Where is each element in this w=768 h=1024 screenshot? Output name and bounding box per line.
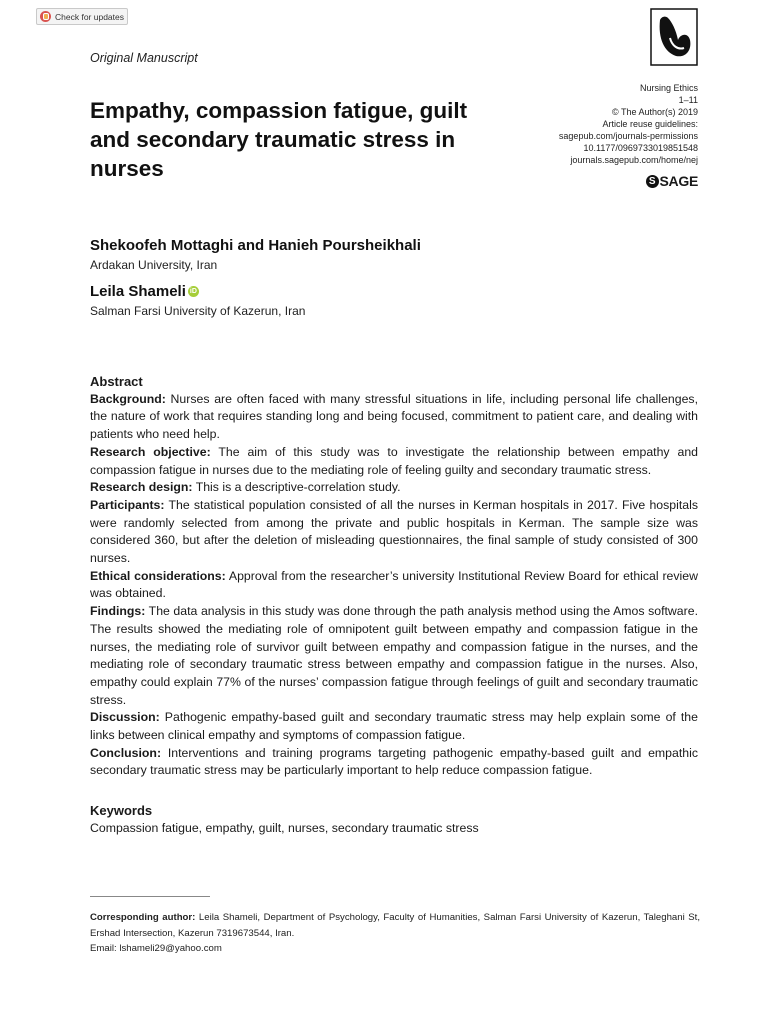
section-label: Findings: [90,604,146,619]
abstract-objective [90,444,698,479]
journal-home-link[interactable]: journals.sagepub.com/home/nej [570,155,698,165]
check-for-updates-label: Check for updates [55,11,124,22]
abstract-ethics [90,568,698,603]
journal-logo-icon [650,8,698,66]
author-name-corresponding [90,283,199,300]
affiliation-primary: Ardakan University, Iran [90,258,218,272]
doi-link[interactable]: 10.1177/0969733019851548 [583,143,698,153]
section-label: Ethical considerations: [90,568,226,583]
abstract-findings [90,603,698,709]
affiliation-secondary: Salman Farsi University of Kazerun, Iran [90,304,306,318]
author-name: Leila Shameli [90,283,186,300]
update-icon [40,11,51,22]
abstract-discussion [90,709,698,744]
section-label: Research design: [90,480,193,495]
publisher-name: SAGE [659,173,698,189]
abstract-participants [90,497,698,568]
section-text: Interventions and training programs targeting pathogenic empathy-based guilt and empathic secondary traumatic stress may be particularly important to help reduce compassion fatigue. [90,745,698,778]
journal-meta [559,82,698,166]
footnote-email[interactable]: Email: lshameli29@yahoo.com [90,943,222,954]
reuse-guidelines: Article reuse guidelines: [602,119,698,129]
section-label: Participants: [90,497,165,512]
journal-name: Nursing Ethics [639,83,698,93]
sage-logo [646,173,698,189]
keywords-heading: Keywords [90,803,153,818]
copyright: © The Author(s) 2019 [611,107,698,117]
section-text: The data analysis in this study was done through the path analysis method using the Amos software. The results showed the mediating role of omnipotent guilt between empathy and compassion fatigue in the nurses, the mediating role of survivor guilt between empathy and compassion fatigue in the nurses, and the mediating role of secondary traumatic stress between empathy and compassion fatigue in the nurses. Also, empathy could explain 77% of the nurses’ compassion fatigue through feelings of guilt and secondary traumatic stress. [90,604,698,707]
orcid-icon[interactable]: iD [189,288,197,295]
footnote-divider [90,896,210,897]
permissions-link[interactable]: sagepub.com/journals-permissions [558,131,698,141]
abstract-design [90,479,698,497]
footnote-label: Corresponding author: [90,912,196,923]
article-title: Empathy, compassion fatigue, guilt and secondary traumatic stress in nurses [90,98,468,181]
abstract-background [90,391,698,444]
section-text: Approval from the researcher’s university Institutional Review Board for ethical review was obtained. [90,568,698,601]
section-label: Background: [90,391,166,406]
author-names-primary: Shekoofeh Mottaghi and Hanieh Poursheikhali [90,237,421,254]
sage-mark-icon: S [646,175,659,188]
section-text: The aim of this study was to investigate the relationship between empathy and compassion fatigue in nurses due to the mediating role of feeling guilty and secondary traumatic stress. [90,444,699,477]
footnote-address [90,910,700,941]
abstract-conclusion [90,745,698,780]
abstract [90,373,698,780]
section-text: Pathogenic empathy-based guilt and secondary traumatic stress may help explain some of the links between clinical empathy and symptoms of compassion fatigue. [90,710,698,743]
section-text: This is a descriptive-correlation study. [192,480,401,495]
section-label: Conclusion: [90,745,162,760]
keywords-list: Compassion fatigue, empathy, guilt, nurses, secondary traumatic stress [90,821,479,835]
abstract-heading: Abstract [90,374,143,389]
corresponding-author-footnote [90,910,700,957]
section-text: The statistical population consisted of all the nurses in Kerman hospitals in 2017. Five hospitals were randomly selected from among the private and public hospitals in Kerman. The sample size was considered 360, but after the deletion of misleading questionnaires, the final sample of study consisted of 300 nurses. [90,497,698,566]
page-range: 1–11 [678,95,698,105]
section-text: Nurses are often faced with many stressful situations in life, including personal life challenges, the nature of work that requires standing long and being focused, commitment to patient care, and dealing with patients who need help. [90,391,698,442]
section-label: Research objective: [90,444,211,459]
check-for-updates-badge[interactable] [36,8,128,25]
section-label: Discussion: [90,710,160,725]
footnote-text: Leila Shameli, Department of Psychology, Faculty of Humanities, Salman Farsi University of Kazerun, Taleghani St, Ershad Intersection, Kazerun 7319673544, Iran. [90,912,700,939]
manuscript-type: Original Manuscript [90,51,198,65]
